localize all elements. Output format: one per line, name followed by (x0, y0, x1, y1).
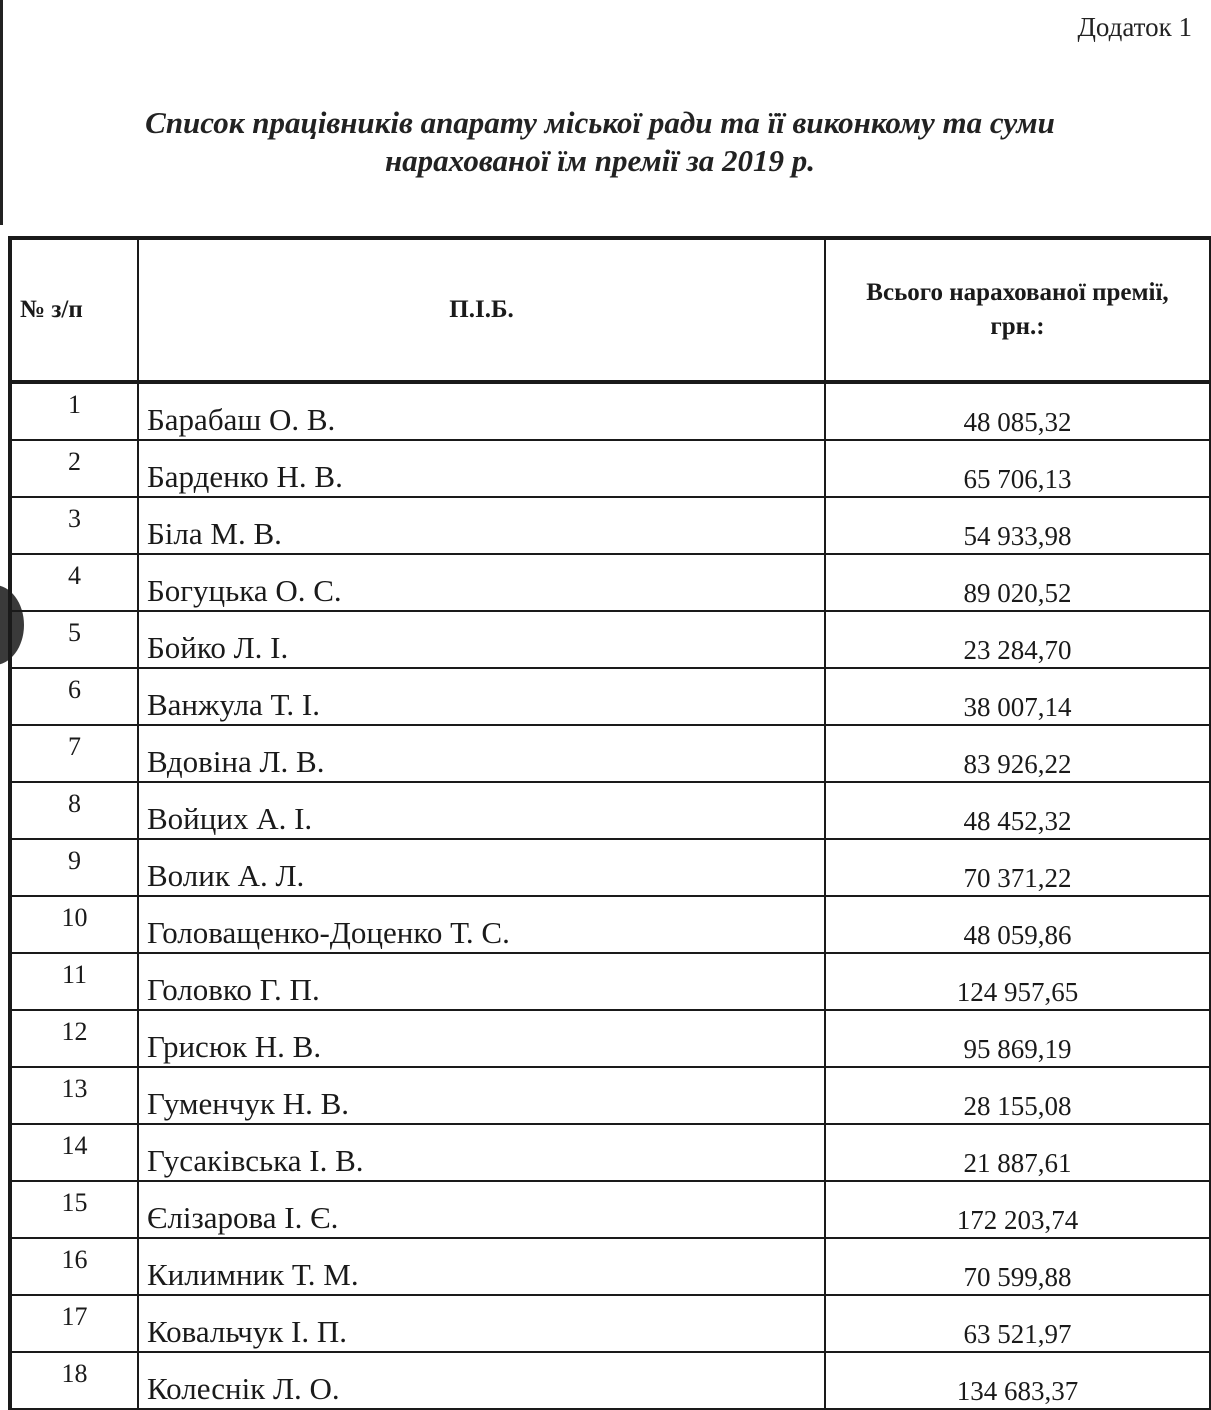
row-name: Головащенко-Доценко Т. С. (138, 896, 825, 953)
row-amount: 28 155,08 (825, 1067, 1210, 1124)
row-amount: 38 007,14 (825, 668, 1210, 725)
table-row (10, 554, 1210, 611)
table-row (10, 440, 1210, 497)
row-name: Ковальчук І. П. (138, 1295, 825, 1352)
bonus-table (8, 236, 1211, 1410)
row-name: Волик А. Л. (138, 839, 825, 896)
row-number: 11 (10, 953, 138, 1010)
row-amount: 54 933,98 (825, 497, 1210, 554)
row-name: Войцих А. І. (138, 782, 825, 839)
row-number: 3 (10, 497, 138, 554)
row-amount: 63 521,97 (825, 1295, 1210, 1352)
table-row (10, 725, 1210, 782)
row-amount: 124 957,65 (825, 953, 1210, 1010)
row-name: Килимник Т. М. (138, 1238, 825, 1295)
row-name: Гуменчук Н. В. (138, 1067, 825, 1124)
row-name: Барабаш О. В. (138, 382, 825, 440)
table-header-row (10, 238, 1210, 382)
row-name: Гусаківська І. В. (138, 1124, 825, 1181)
table-row (10, 1352, 1210, 1409)
table-row (10, 382, 1210, 440)
row-number: 12 (10, 1010, 138, 1067)
table-row (10, 953, 1210, 1010)
row-name: Єлізарова І. Є. (138, 1181, 825, 1238)
table-row (10, 896, 1210, 953)
row-amount: 70 371,22 (825, 839, 1210, 896)
row-amount: 89 020,52 (825, 554, 1210, 611)
table-row (10, 611, 1210, 668)
row-amount: 65 706,13 (825, 440, 1210, 497)
annex-label: Додаток 1 (1077, 12, 1192, 42)
bonus-table-container (8, 236, 1208, 1410)
row-number: 7 (10, 725, 138, 782)
row-name: Бойко Л. І. (138, 611, 825, 668)
row-number: 18 (10, 1352, 138, 1409)
row-number: 16 (10, 1238, 138, 1295)
table-row (10, 668, 1210, 725)
row-number: 2 (10, 440, 138, 497)
row-number: 8 (10, 782, 138, 839)
header-total (825, 238, 1210, 382)
header-total-line-2: грн.: (990, 313, 1045, 340)
table-body (10, 382, 1210, 1409)
row-number: 14 (10, 1124, 138, 1181)
row-amount: 95 869,19 (825, 1010, 1210, 1067)
row-amount: 83 926,22 (825, 725, 1210, 782)
row-number: 1 (10, 382, 138, 440)
table-row (10, 839, 1210, 896)
table-row (10, 497, 1210, 554)
header-name: П.І.Б. (138, 238, 825, 382)
row-amount: 23 284,70 (825, 611, 1210, 668)
header-number: № з/п (10, 238, 138, 382)
title-line-2: нарахованої їм премії за 2019 р. (384, 143, 816, 178)
row-number: 13 (10, 1067, 138, 1124)
table-row (10, 1124, 1210, 1181)
row-amount: 48 085,32 (825, 382, 1210, 440)
row-name: Колеснік Л. О. (138, 1352, 825, 1409)
row-amount: 172 203,74 (825, 1181, 1210, 1238)
row-name: Головко Г. П. (138, 953, 825, 1010)
row-amount: 48 452,32 (825, 782, 1210, 839)
table-row (10, 1238, 1210, 1295)
table-row (10, 782, 1210, 839)
row-number: 9 (10, 839, 138, 896)
row-name: Барденко Н. В. (138, 440, 825, 497)
row-number: 15 (10, 1181, 138, 1238)
table-row (10, 1010, 1210, 1067)
header-total-line-1: Всього нарахованої премії, (866, 279, 1169, 306)
row-amount: 21 887,61 (825, 1124, 1210, 1181)
row-number: 17 (10, 1295, 138, 1352)
row-number: 10 (10, 896, 138, 953)
row-amount: 70 599,88 (825, 1238, 1210, 1295)
row-name: Богуцька О. С. (138, 554, 825, 611)
row-amount: 48 059,86 (825, 896, 1210, 953)
row-name: Вдовіна Л. В. (138, 725, 825, 782)
table-row (10, 1295, 1210, 1352)
row-number: 6 (10, 668, 138, 725)
document-title (0, 104, 1200, 180)
row-name: Ванжула Т. І. (138, 668, 825, 725)
title-line-1: Список працівників апарату міської ради та її виконкому та суми (145, 105, 1055, 140)
table-row (10, 1067, 1210, 1124)
table-row (10, 1181, 1210, 1238)
row-number: 4 (10, 554, 138, 611)
row-name: Біла М. В. (138, 497, 825, 554)
row-name: Грисюк Н. В. (138, 1010, 825, 1067)
row-amount: 134 683,37 (825, 1352, 1210, 1409)
row-number: 5 (10, 611, 138, 668)
